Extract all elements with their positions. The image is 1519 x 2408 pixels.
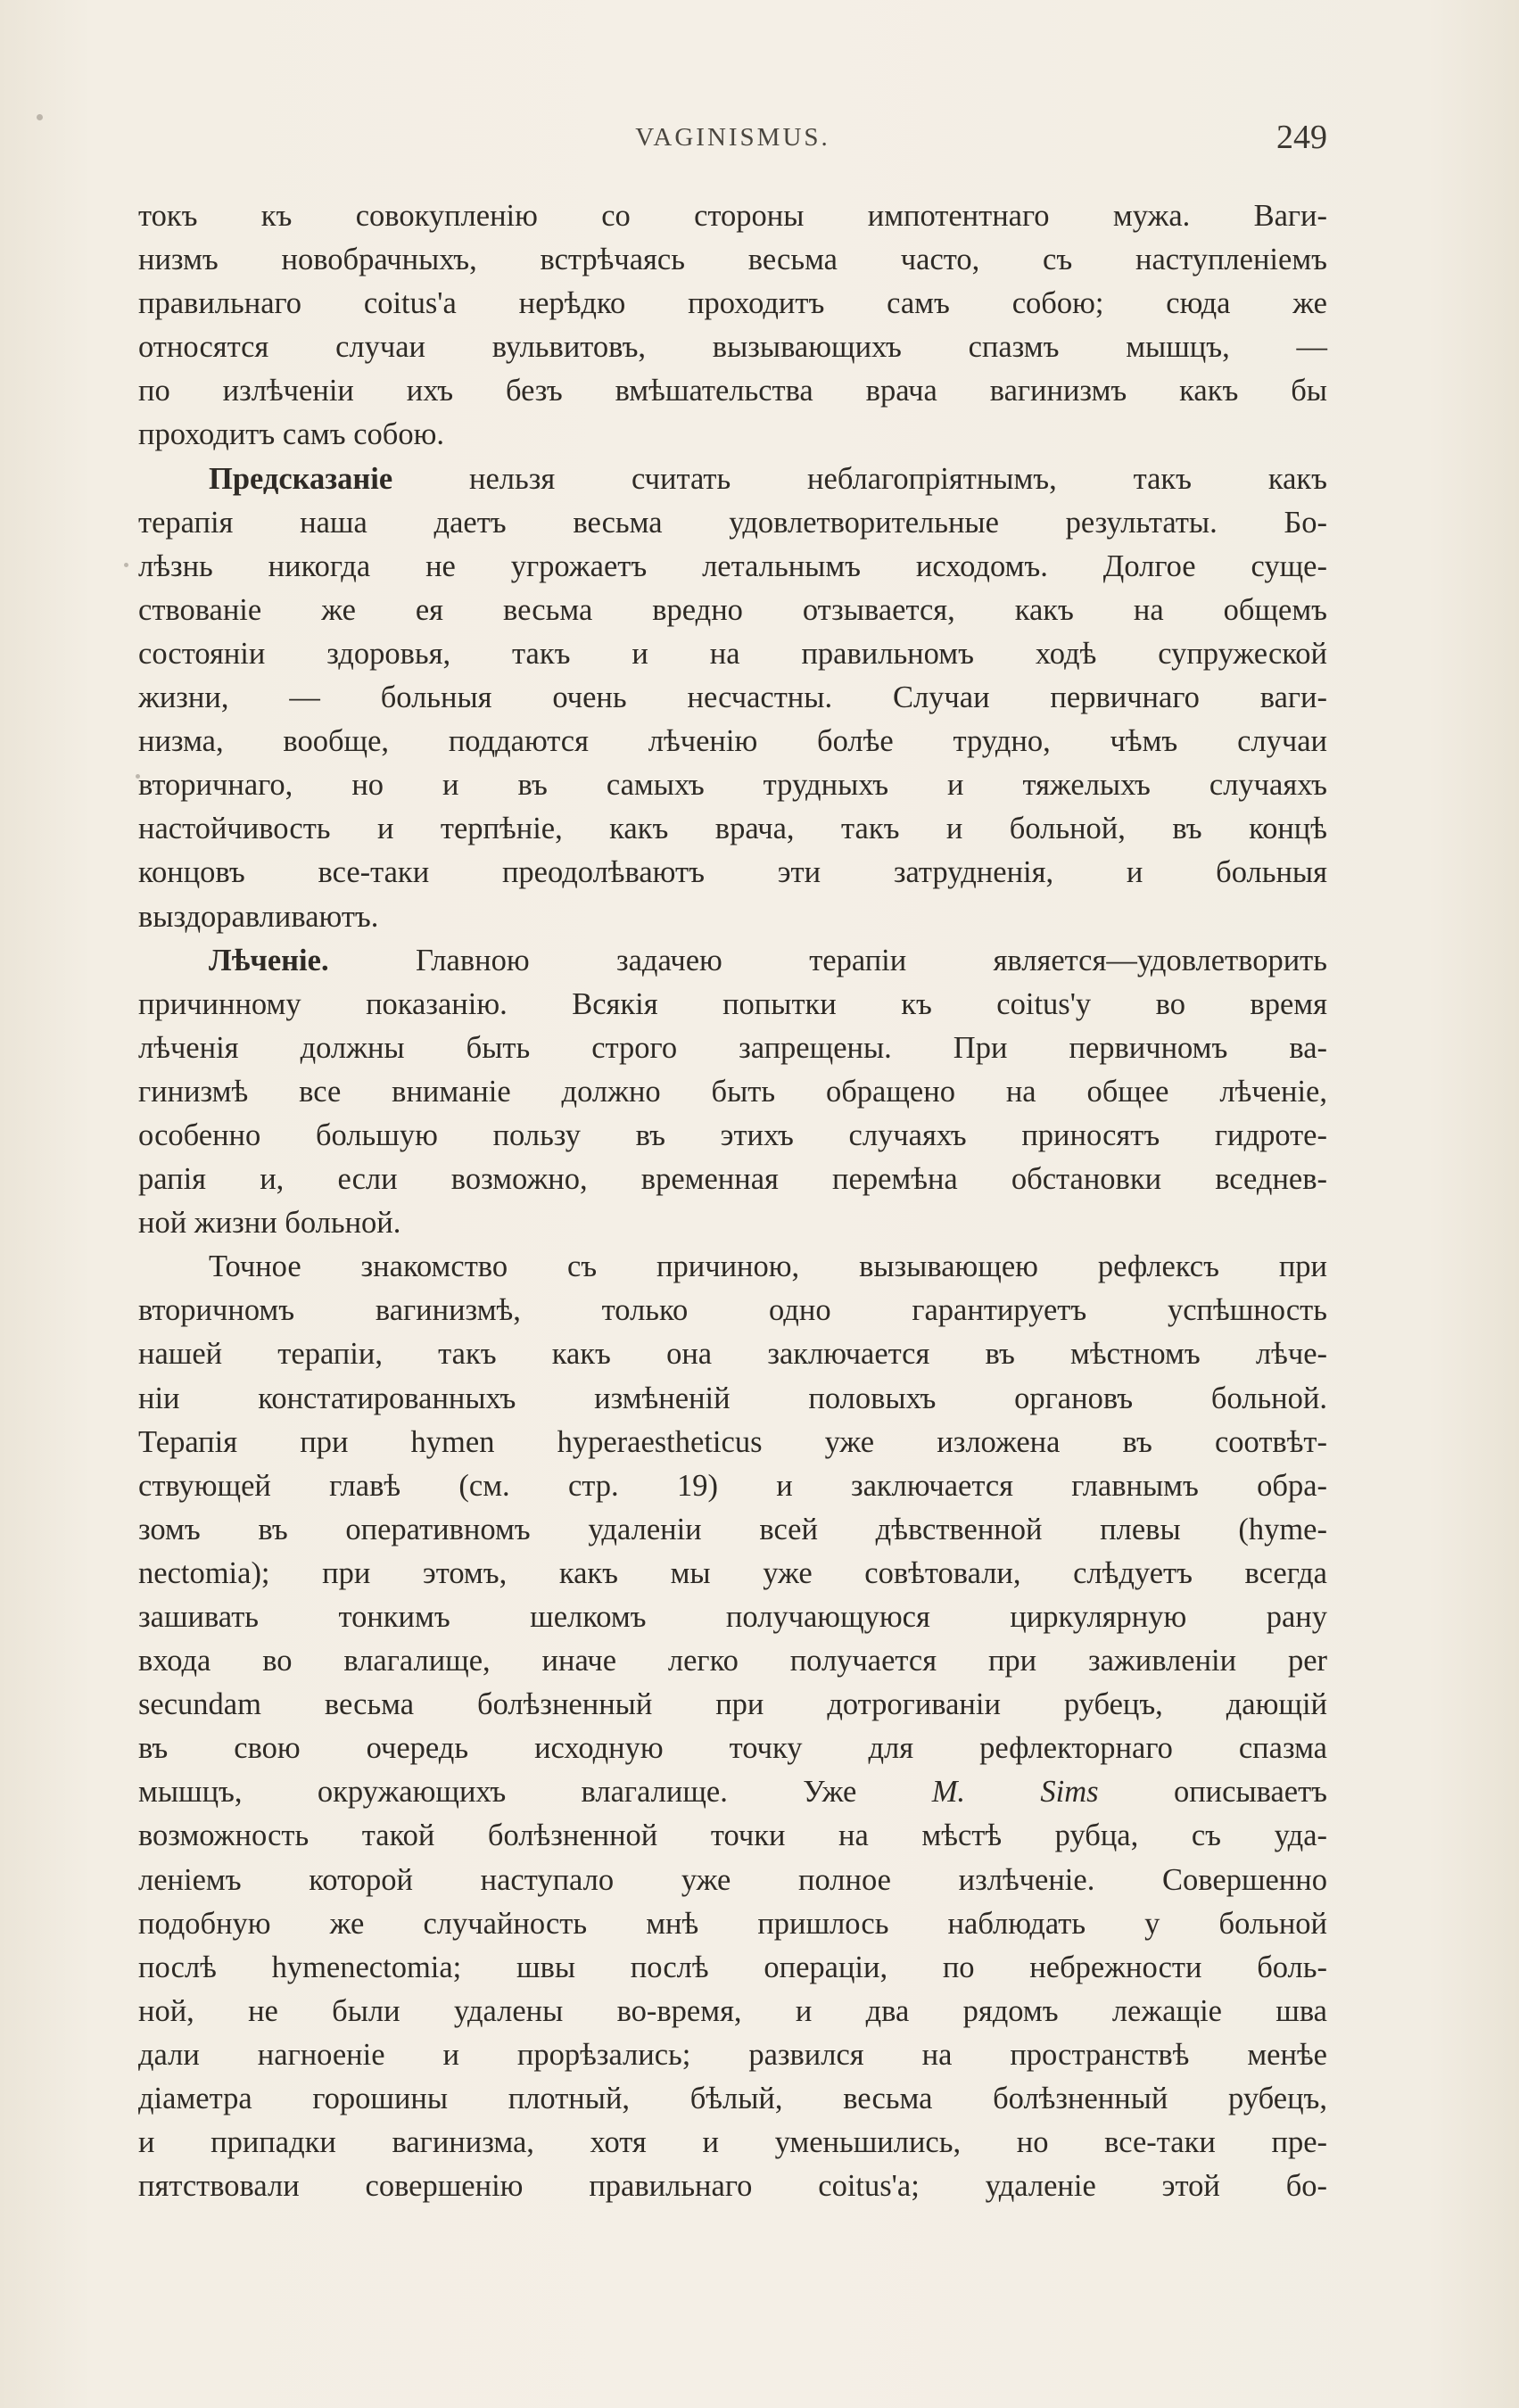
text-line: Терапія при hymen hyperaesthеticus уже изложена въ соотвѣт-: [138, 1424, 1327, 1459]
text-line: терапія наша даетъ весьма удовлетворительные результаты. Бо-: [138, 505, 1327, 540]
text-line: жизни, — больныя очень несчастны. Случаи первичнаго ваги-: [138, 680, 1327, 715]
text-line: мышцъ, окружающихъ влагалище. Уже M. Sims описываетъ: [138, 1775, 1327, 1810]
text-line: выздоравливаютъ.: [138, 899, 379, 934]
text-line: ніи констатированныхъ измѣненій половыхъ органовъ больной.: [138, 1381, 1327, 1415]
text-line: особенно большую пользу въ этихъ случаяхъ приносятъ гидроте-: [138, 1117, 1327, 1152]
text-line: нашей терапіи, такъ какъ она заключается въ мѣстномъ лѣче-: [138, 1337, 1327, 1372]
text-line: лѣзнь никогда не угрожаетъ летальнымъ исходомъ. Долгое суще-: [138, 548, 1327, 583]
text-line: концовъ все-таки преодолѣваютъ эти затрудненія, и больныя: [138, 855, 1327, 890]
text-line: токъ къ совокупленію со стороны импотентнаго мужа. Ваги-: [138, 199, 1327, 233]
text-line: гинизмѣ все вниманіе должно быть обращено на общее лѣченіе,: [138, 1074, 1327, 1109]
text-line: ной жизни больной.: [138, 1206, 401, 1241]
text-line: низма, вообще, поддаются лѣченію болѣе трудно, чѣмъ случаи: [138, 724, 1327, 759]
text-line: зашивать тонкимъ шелкомъ получающуюся циркулярную рану: [138, 1600, 1327, 1634]
text-line: рапія и, если возможно, временная перемѣна обстановки вседнев-: [138, 1162, 1327, 1197]
text-line: входа во влагалище, иначе легко получается при заживленіи per: [138, 1644, 1327, 1678]
text-line: низмъ новобрачныхъ, встрѣчаясь весьма часто, съ наступленіемъ: [138, 243, 1327, 277]
text-line: nectomia); при этомъ, какъ мы уже совѣтовали, слѣдуетъ всегда: [138, 1555, 1327, 1590]
running-head: VAGINISMUS.: [635, 123, 830, 152]
text-line: возможность такой болѣзненной точки на мѣстѣ рубца, съ уда-: [138, 1818, 1327, 1853]
text-line: относятся случаи вульвитовъ, вызывающихъ спазмъ мышцъ, —: [138, 330, 1327, 365]
paper-fleck: [37, 114, 43, 120]
section-heading-prognosis: Предсказаніе: [209, 461, 393, 496]
paragraph-treatment: Лѣченіе. Главною задачею терапіи является—удовлетворить: [209, 943, 1327, 977]
text-line: ствующей главѣ (см. стр. 19) и заключается главнымъ обра-: [138, 1468, 1327, 1503]
text-line: подобную же случайность мнѣ пришлось наблюдать у больной: [138, 1906, 1327, 1941]
text-line: послѣ hymenectomia; швы послѣ операціи, по небрежности боль-: [138, 1950, 1327, 1984]
text-line: и припадки вагинизма, хотя и уменьшились, но все-таки пре-: [138, 2125, 1327, 2160]
text-line: проходитъ самъ собою.: [138, 417, 444, 452]
text-line: настойчивость и терпѣніе, какъ врача, такъ и больной, въ концѣ: [138, 812, 1327, 846]
section-heading-treatment: Лѣченіе.: [209, 943, 329, 977]
text-line: правильнаго coitus'а нерѣдко проходитъ самъ собою; сюда же: [138, 286, 1327, 321]
page-header: [138, 119, 1327, 162]
text-line: состояніи здоровья, такъ и на правильномъ ходѣ супружеской: [138, 636, 1327, 671]
text-line: діаметра горошины плотный, бѣлый, весьма болѣзненный рубецъ,: [138, 2082, 1327, 2116]
text-line: въ свою очередь исходную точку для рефлекторнаго спазма: [138, 1731, 1327, 1766]
text-line: вторичнаго, но и въ самыхъ трудныхъ и тяжелыхъ случаяхъ: [138, 768, 1327, 803]
paragraph-text-line: Точное знакомство съ причиною, вызывающею рефлексъ при: [209, 1249, 1327, 1284]
paper-fleck: [124, 563, 128, 567]
text-line: secundam весьма болѣзненный при дотрогиваніи рубецъ, дающій: [138, 1687, 1327, 1722]
author-name: M. Sims: [931, 1775, 1099, 1810]
text-line: ной, не были удалены во-время, и два рядомъ лежащіе шва: [138, 1993, 1327, 2028]
text-line: леніемъ которой наступало уже полное излѣченіе. Совершенно: [138, 1862, 1327, 1897]
page-number: 249: [1276, 119, 1327, 156]
body-text: [138, 194, 1327, 2208]
paragraph-prognosis: Предсказаніе нельзя считать неблагопріятнымъ, такъ какъ: [209, 461, 1327, 496]
text-line: вторичномъ вагинизмѣ, только одно гарантируетъ успѣшность: [138, 1293, 1327, 1328]
text-line: дали нагноеніе и прорѣзались; развился на пространствѣ менѣе: [138, 2037, 1327, 2072]
text-line: причинному показанію. Всякія попытки къ coitus'у во время: [138, 986, 1327, 1021]
text-line: зомъ въ оперативномъ удаленіи всей дѣвственной плевы (hyme-: [138, 1512, 1327, 1546]
text-line: по излѣченіи ихъ безъ вмѣшательства врача вагинизмъ какъ бы: [138, 374, 1327, 408]
text-line: ствованіе же ея весьма вредно отзывается, какъ на общемъ: [138, 592, 1327, 627]
text-line: пятствовали совершенію правильнаго coitus'а; удаленіе этой бо-: [138, 2169, 1327, 2204]
text-line: лѣченія должны быть строго запрещены. При первичномъ ва-: [138, 1030, 1327, 1065]
